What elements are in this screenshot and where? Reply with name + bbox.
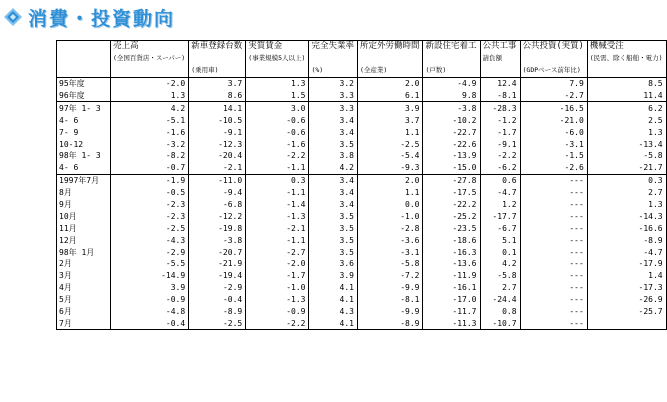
table-cell: -17.9 <box>587 258 666 270</box>
header-cell: 公共工事 <box>480 41 520 53</box>
table-cell: -9.3 <box>357 162 423 174</box>
table-cell: -2.8 <box>357 222 423 234</box>
table-cell: -5.8 <box>587 150 666 162</box>
table-row <box>57 199 667 211</box>
table-cell: 3.5 <box>309 246 358 258</box>
table-cell: 1.1 <box>357 187 423 199</box>
table-cell: -2.3 <box>111 199 189 211</box>
table-cell: -6.2 <box>480 162 520 174</box>
table-cell: -1.3 <box>246 294 309 306</box>
table-cell: -28.3 <box>480 102 520 114</box>
header-cell: 実質賃金 <box>246 41 309 53</box>
table-cell: 2.0 <box>357 77 423 89</box>
header-row-3 <box>57 65 667 77</box>
table-cell: 2.0 <box>357 174 423 186</box>
table-row <box>57 90 667 102</box>
table-row <box>57 102 667 114</box>
table-cell: -4.8 <box>111 306 189 318</box>
row-label: 3月 <box>57 270 111 282</box>
table-cell: -12.3 <box>189 138 246 150</box>
table-cell: 4.1 <box>309 294 358 306</box>
table-row <box>57 317 667 329</box>
table-row <box>57 210 667 222</box>
header-unit <box>587 65 666 77</box>
table-cell: --- <box>520 258 587 270</box>
table-cell: -2.2 <box>480 150 520 162</box>
header-row-2 <box>57 53 667 65</box>
header-note: 請負額 <box>480 53 520 65</box>
table-cell: --- <box>520 294 587 306</box>
table-cell: 1.3 <box>246 77 309 89</box>
table-cell: -13.6 <box>423 258 480 270</box>
table-cell: 3.3 <box>309 90 358 102</box>
table-cell: -1.1 <box>246 162 309 174</box>
table-cell: 0.0 <box>357 199 423 211</box>
header-cell: 完全失業率 <box>309 41 358 53</box>
table-cell: -3.8 <box>423 102 480 114</box>
table-cell: --- <box>520 306 587 318</box>
table-cell: -5.1 <box>111 114 189 126</box>
table-cell: -9.9 <box>357 282 423 294</box>
table-cell: -0.9 <box>246 306 309 318</box>
table-cell: -15.0 <box>423 162 480 174</box>
table-cell: -1.4 <box>246 199 309 211</box>
table-cell: -16.5 <box>520 102 587 114</box>
table-cell: 6.1 <box>357 90 423 102</box>
header-unit <box>111 65 189 77</box>
header-cell: 所定外労働時間 <box>357 41 423 53</box>
row-label: 11月 <box>57 222 111 234</box>
table-row <box>57 258 667 270</box>
header-unit <box>480 65 520 77</box>
row-label: 9月 <box>57 199 111 211</box>
table-cell: -22.6 <box>423 138 480 150</box>
table-cell: --- <box>520 210 587 222</box>
table-cell: --- <box>520 270 587 282</box>
table-cell: -19.4 <box>189 270 246 282</box>
table-cell: -12.2 <box>189 210 246 222</box>
header-note <box>57 53 111 65</box>
table-cell: -20.7 <box>189 246 246 258</box>
table-cell: 2.7 <box>480 282 520 294</box>
table-cell: -21.0 <box>520 114 587 126</box>
table-body <box>57 77 667 330</box>
header-cell: 新設住宅着工 <box>423 41 480 53</box>
table-cell: 3.4 <box>309 187 358 199</box>
table-cell: 8.6 <box>189 90 246 102</box>
table-row <box>57 114 667 126</box>
table-cell: -13.4 <box>587 138 666 150</box>
table-cell: 11.4 <box>587 90 666 102</box>
table-cell: -0.7 <box>111 162 189 174</box>
table-cell: --- <box>520 187 587 199</box>
table-cell: 9.8 <box>423 90 480 102</box>
table-cell: -1.5 <box>520 150 587 162</box>
table-cell: -1.0 <box>246 282 309 294</box>
table-row <box>57 294 667 306</box>
table-cell: -18.6 <box>423 234 480 246</box>
table-cell: -9.9 <box>357 306 423 318</box>
table-cell: -5.8 <box>480 270 520 282</box>
table-cell: 2.5 <box>587 114 666 126</box>
row-label: 6月 <box>57 306 111 318</box>
page-title: 消費・投資動向 <box>28 7 176 30</box>
header-unit: (全産業) <box>357 65 423 77</box>
row-label: 97年 1- 3 <box>57 102 111 114</box>
table-cell: -10.7 <box>480 317 520 329</box>
table-cell: 3.7 <box>357 114 423 126</box>
row-label: 4- 6 <box>57 114 111 126</box>
table-cell: -0.4 <box>189 294 246 306</box>
table-cell: -2.1 <box>246 222 309 234</box>
table-cell: -4.9 <box>423 77 480 89</box>
table-cell: -1.6 <box>111 126 189 138</box>
table-cell: -16.1 <box>423 282 480 294</box>
table-cell: 3.5 <box>309 210 358 222</box>
table-cell: 3.3 <box>309 102 358 114</box>
table-cell: 1.1 <box>357 126 423 138</box>
table-cell: 1.3 <box>587 126 666 138</box>
table-row <box>57 174 667 186</box>
table-cell: 3.4 <box>309 199 358 211</box>
stats-table <box>56 40 667 330</box>
table-cell: -2.9 <box>111 246 189 258</box>
table-cell <box>587 317 666 329</box>
table-cell: -16.6 <box>587 222 666 234</box>
table-cell: -11.9 <box>423 270 480 282</box>
table-cell: -0.6 <box>246 126 309 138</box>
header-cell: 公共投資(実質) <box>520 41 587 53</box>
table-cell: -21.9 <box>189 258 246 270</box>
table-cell: 4.2 <box>111 102 189 114</box>
header-unit: (%) <box>309 65 358 77</box>
table-cell: -1.1 <box>246 187 309 199</box>
table-cell: -13.9 <box>423 150 480 162</box>
header-unit: (戸数) <box>423 65 480 77</box>
header-note <box>309 53 358 65</box>
header-cell: 新車登録台数 <box>189 41 246 53</box>
table-cell: 3.5 <box>309 222 358 234</box>
table-cell: -5.8 <box>357 258 423 270</box>
header-note: (民需、除く船舶・電力) <box>587 53 666 65</box>
table-cell: -4.3 <box>111 234 189 246</box>
table-cell: 1.3 <box>587 199 666 211</box>
table-cell: -1.6 <box>246 138 309 150</box>
header-cell: 機械受注 <box>587 41 666 53</box>
table-row <box>57 150 667 162</box>
row-label: 7月 <box>57 317 111 329</box>
table-cell: --- <box>520 317 587 329</box>
table-row <box>57 77 667 89</box>
table-cell: 14.1 <box>189 102 246 114</box>
table-cell: -2.2 <box>246 150 309 162</box>
row-label: 8月 <box>57 187 111 199</box>
table-cell: 1.2 <box>480 199 520 211</box>
row-label: 2月 <box>57 258 111 270</box>
table-cell: --- <box>520 282 587 294</box>
table-cell: -11.0 <box>189 174 246 186</box>
table-cell: 7.9 <box>520 77 587 89</box>
table-cell: -5.4 <box>357 150 423 162</box>
table-cell: 0.3 <box>246 174 309 186</box>
table-cell: -2.7 <box>520 90 587 102</box>
table-cell: -25.2 <box>423 210 480 222</box>
table-cell: -2.2 <box>246 317 309 329</box>
table-row <box>57 126 667 138</box>
table-cell: -17.0 <box>423 294 480 306</box>
table-row <box>57 246 667 258</box>
table-cell: -2.1 <box>189 162 246 174</box>
table-cell: -1.0 <box>357 210 423 222</box>
table-cell: -8.1 <box>480 90 520 102</box>
table-cell: 0.3 <box>587 174 666 186</box>
row-label: 96年度 <box>57 90 111 102</box>
table-cell: 3.9 <box>111 282 189 294</box>
table-cell: -2.9 <box>189 282 246 294</box>
row-label: 7- 9 <box>57 126 111 138</box>
table-cell: 3.6 <box>309 258 358 270</box>
table-cell: -2.5 <box>111 222 189 234</box>
table-cell: 2.7 <box>587 187 666 199</box>
table-cell: -4.7 <box>587 246 666 258</box>
table-cell: 8.5 <box>587 77 666 89</box>
table-cell: 1.5 <box>246 90 309 102</box>
table-cell: 6.2 <box>587 102 666 114</box>
table-row <box>57 187 667 199</box>
header-cell: 売上高 <box>111 41 189 53</box>
table-cell: -2.0 <box>246 258 309 270</box>
table-cell: -27.8 <box>423 174 480 186</box>
table-row <box>57 162 667 174</box>
table-cell: -2.5 <box>357 138 423 150</box>
row-label: 10-12 <box>57 138 111 150</box>
table-cell: 3.4 <box>309 114 358 126</box>
table-cell: 4.3 <box>309 306 358 318</box>
table-cell: -19.8 <box>189 222 246 234</box>
header-note <box>423 53 480 65</box>
row-label: 1997年7月 <box>57 174 111 186</box>
table-cell: -5.5 <box>111 258 189 270</box>
table-cell: 1.4 <box>587 270 666 282</box>
table-cell: -0.4 <box>111 317 189 329</box>
header-note <box>357 53 423 65</box>
table-cell: -11.3 <box>423 317 480 329</box>
header-note <box>520 53 587 65</box>
table-cell: 0.6 <box>480 174 520 186</box>
table-cell: -10.2 <box>423 114 480 126</box>
table-cell: -8.2 <box>111 150 189 162</box>
table-cell: -1.7 <box>480 126 520 138</box>
table-cell: -2.7 <box>246 246 309 258</box>
table-cell: 4.1 <box>309 282 358 294</box>
table-cell: 0.1 <box>480 246 520 258</box>
table-cell: -8.9 <box>587 234 666 246</box>
table-row <box>57 282 667 294</box>
table-cell: 3.2 <box>309 77 358 89</box>
table-row <box>57 222 667 234</box>
table-cell: -9.1 <box>480 138 520 150</box>
table-row <box>57 138 667 150</box>
table-cell: 4.2 <box>480 258 520 270</box>
table-cell: -3.6 <box>357 234 423 246</box>
table-cell: -3.1 <box>520 138 587 150</box>
table-cell: -7.2 <box>357 270 423 282</box>
table-cell: -8.1 <box>357 294 423 306</box>
table-cell: -0.9 <box>111 294 189 306</box>
table-cell: 1.3 <box>111 90 189 102</box>
row-label: 10月 <box>57 210 111 222</box>
table-cell: 3.0 <box>246 102 309 114</box>
table-cell: -3.1 <box>357 246 423 258</box>
table-cell: 3.9 <box>357 102 423 114</box>
table-cell: -2.5 <box>189 317 246 329</box>
table-cell: 3.5 <box>309 138 358 150</box>
row-label: 12月 <box>57 234 111 246</box>
header-note <box>189 53 246 65</box>
table-cell: -8.9 <box>357 317 423 329</box>
table-cell: -9.1 <box>189 126 246 138</box>
header-cell <box>57 41 111 53</box>
table-cell: -14.9 <box>111 270 189 282</box>
table-cell: -17.7 <box>480 210 520 222</box>
table-cell: -17.3 <box>587 282 666 294</box>
header-row-1 <box>57 41 667 53</box>
row-label: 98年 1- 3 <box>57 150 111 162</box>
table-cell: -2.6 <box>520 162 587 174</box>
table-cell: 5.1 <box>480 234 520 246</box>
table-cell: -10.5 <box>189 114 246 126</box>
table-cell: -0.6 <box>246 114 309 126</box>
title-bar <box>4 4 175 30</box>
table-cell: -14.3 <box>587 210 666 222</box>
table-cell: 12.4 <box>480 77 520 89</box>
table-cell: -16.3 <box>423 246 480 258</box>
table-cell: 3.9 <box>309 270 358 282</box>
row-label: 4- 6 <box>57 162 111 174</box>
table-cell: --- <box>520 234 587 246</box>
table-row <box>57 306 667 318</box>
table-cell: -1.2 <box>480 114 520 126</box>
table-cell: -8.9 <box>189 306 246 318</box>
table-cell: 4.1 <box>309 317 358 329</box>
table-cell: 3.7 <box>189 77 246 89</box>
table-cell: -1.3 <box>246 210 309 222</box>
table-cell: -11.7 <box>423 306 480 318</box>
table-cell: --- <box>520 222 587 234</box>
table-cell: -6.7 <box>480 222 520 234</box>
table-cell: -1.1 <box>246 234 309 246</box>
table-cell: -4.7 <box>480 187 520 199</box>
table-row <box>57 234 667 246</box>
table-cell: 3.4 <box>309 126 358 138</box>
table-cell: -20.4 <box>189 150 246 162</box>
table-cell: -26.9 <box>587 294 666 306</box>
table-cell: 3.5 <box>309 234 358 246</box>
table-cell: -3.8 <box>189 234 246 246</box>
table-cell: 4.2 <box>309 162 358 174</box>
header-unit <box>57 65 111 77</box>
table-cell: -23.5 <box>423 222 480 234</box>
table-cell: --- <box>520 174 587 186</box>
table-cell: -21.7 <box>587 162 666 174</box>
table-cell: -25.7 <box>587 306 666 318</box>
table-cell: -2.3 <box>111 210 189 222</box>
row-label: 98年 1月 <box>57 246 111 258</box>
table-cell: -22.2 <box>423 199 480 211</box>
table-cell: -6.8 <box>189 199 246 211</box>
header-unit <box>246 65 309 77</box>
table-cell: 0.8 <box>480 306 520 318</box>
row-label: 4月 <box>57 282 111 294</box>
table-cell: -9.4 <box>189 187 246 199</box>
table-cell: 3.4 <box>309 174 358 186</box>
table-cell: -1.9 <box>111 174 189 186</box>
table-cell: -22.7 <box>423 126 480 138</box>
table-cell: -3.2 <box>111 138 189 150</box>
header-unit: (GDPベース前年比) <box>520 65 587 77</box>
table-cell: --- <box>520 246 587 258</box>
table-row <box>57 270 667 282</box>
table-cell: -1.7 <box>246 270 309 282</box>
row-label: 95年度 <box>57 77 111 89</box>
header-note: (全国百貨店・スーパー) <box>111 53 189 65</box>
diamond-icon <box>4 8 22 26</box>
row-label: 5月 <box>57 294 111 306</box>
header-note: (事業規模5人以上) <box>246 53 309 65</box>
table-cell: -0.5 <box>111 187 189 199</box>
table-cell: -2.0 <box>111 77 189 89</box>
table-cell: -24.4 <box>480 294 520 306</box>
header-unit: (乗用車) <box>189 65 246 77</box>
table-cell: --- <box>520 199 587 211</box>
table-cell: -6.0 <box>520 126 587 138</box>
table-cell: 3.8 <box>309 150 358 162</box>
table-cell: -17.5 <box>423 187 480 199</box>
